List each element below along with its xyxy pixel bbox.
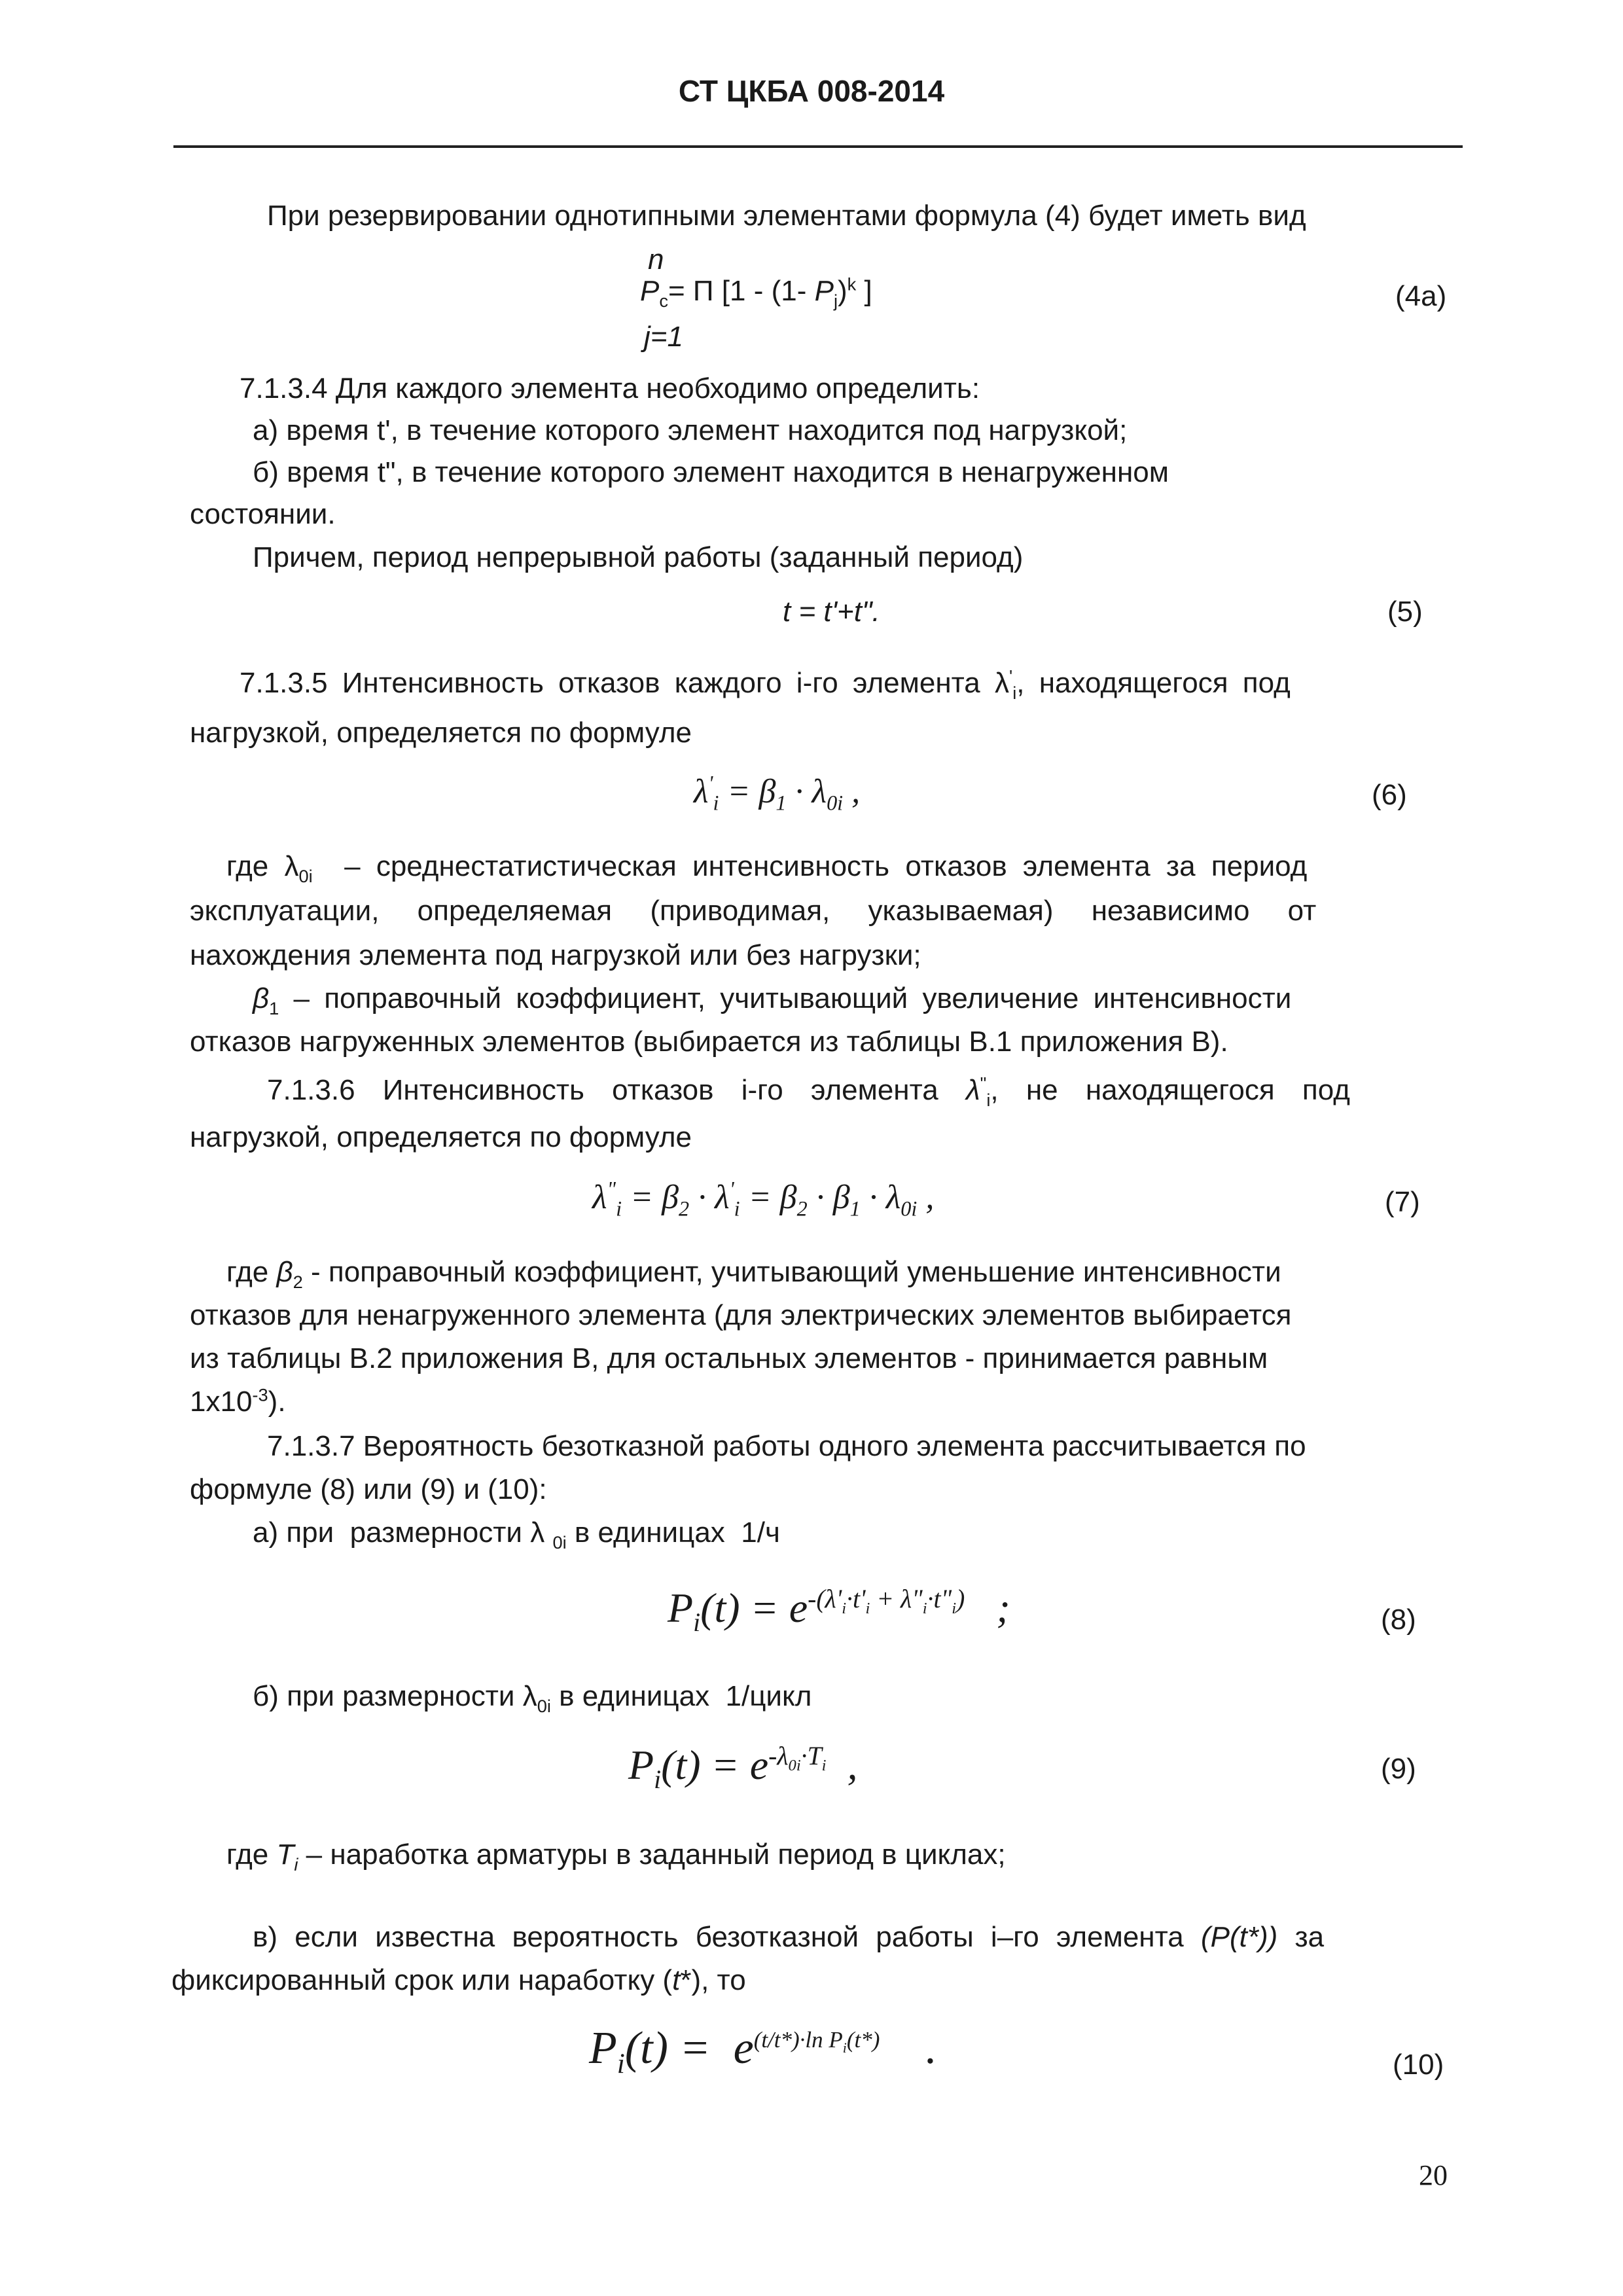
intro-paragraph: При резервировании однотипными элементами формула (4) будет иметь вид [267,200,1306,232]
section-7136-line1: 7.1.3.6 Интенсивность отказов i-го элемента $\lambda^"_i$, не находящегося под [267,1073,1350,1110]
formula-4a: $P_c= П$ [1 - (1- $P_j)^k$ ] [640,274,872,311]
formula-4a-lower: j=1 [644,321,683,353]
section-7135-line2: нагрузкой, определяется по формуле [190,717,692,749]
formula-4a-upper: n [648,243,664,276]
where-6-line1: где $\lambda_{0i}$ – среднестатистическая интенсивность отказов элемента за период [226,850,1308,886]
where-7-line3: из таблицы В.2 приложения В, для остальных элементов - принимается равным [190,1342,1268,1374]
formula-5-number: (5) [1387,596,1423,628]
formula-6: $\lambda'_i = \beta_1 \cdot \lambda_{0i}$ , [694,771,861,815]
formula-8: $P_i(t) = e^{-(\lambda'_i\cdot t'_i + \lambda"_i\cdot t"_i)}$ ; [668,1584,1010,1637]
formula-7: $\lambda^"_i = \beta_2 \cdot \lambda'_i = \beta_2 \cdot \beta_1 \cdot \lambda_{0i}$ , [592,1177,935,1221]
item-b-cycles: б) при размерности $\lambda_{0i}$ в единицах 1/цикл [253,1680,812,1716]
section-7137-line2: формуле (8) или (9) и (10): [190,1473,547,1505]
where-6-line4: $\beta_1$ – поправочный коэффициент, учитывающий увеличение интенсивности [253,982,1292,1018]
formula-6-number: (6) [1372,779,1407,811]
formula-5: t = t'+t". [783,596,880,628]
where-6-line3: нахождения элемента под нагрузкой или без нагрузки; [190,939,921,971]
item-c-line1: в) если известна вероятность безотказной работы i–го элемента (P(t*)) за [253,1921,1325,1953]
formula-10: $P_i(t) = e^{(t/t*)\cdot ln P_i(t*)}$ . [589,2023,937,2079]
where-6-line5: отказов нагруженных элементов (выбирается из таблицы В.1 приложения В). [190,1026,1228,1058]
header-rule [173,145,1463,148]
formula-9: $P_i(t) = e^{-\lambda_{0i}\cdot T_i}$ , [628,1741,858,1794]
formula-9-number: (9) [1381,1753,1416,1785]
where-9: где $T_i$ – наработка арматуры в заданный период в циклах; [226,1839,1006,1874]
document-header: СТ ЦКБА 008-2014 [678,74,945,108]
where-7-line4: $1x10^{-3}$). [190,1384,286,1418]
section-7137-line1: 7.1.3.7 Вероятность безотказной работы одного элемента рассчитывается по [267,1430,1306,1462]
section-7135-line1: 7.1.3.5 Интенсивность отказов каждого i-го элемента $\lambda'_i$, находящегося под [240,666,1291,703]
where-6-line2: эксплуатации, определяемая (приводимая, указываемая) независимо от [190,895,1317,927]
section-7134-period: Причем, период непрерывной работы (заданный период) [253,541,1024,573]
section-7134-item-a: а) время t', в течение которого элемент находится под нагрузкой; [253,414,1128,446]
section-7134-item-b-cont: состоянии. [190,498,336,530]
section-7134-item-b: б) время t", в течение которого элемент находится в ненагруженном [253,456,1169,488]
where-7-line2: отказов для ненагруженного элемента (для электрических элементов выбирается [190,1299,1292,1331]
page-number: 20 [1419,2159,1448,2191]
formula-10-number: (10) [1393,2049,1444,2081]
section-7137-item-a: а) при размерности λ $_{0i}$ в единицах 1/ч [253,1516,780,1552]
formula-8-number: (8) [1381,1604,1416,1636]
section-7134-heading: 7.1.3.4 Для каждого элемента необходимо определить: [240,372,980,404]
where-7-line1: где $\beta_2$ - поправочный коэффициент, учитывающий уменьшение интенсивности [226,1256,1281,1292]
section-7136-line2: нагрузкой, определяется по формуле [190,1121,692,1153]
formula-4a-number: (4а) [1395,280,1447,312]
item-c-line2: фиксированный срок или наработку (t*), то [171,1964,746,1996]
formula-7-number: (7) [1385,1186,1420,1218]
